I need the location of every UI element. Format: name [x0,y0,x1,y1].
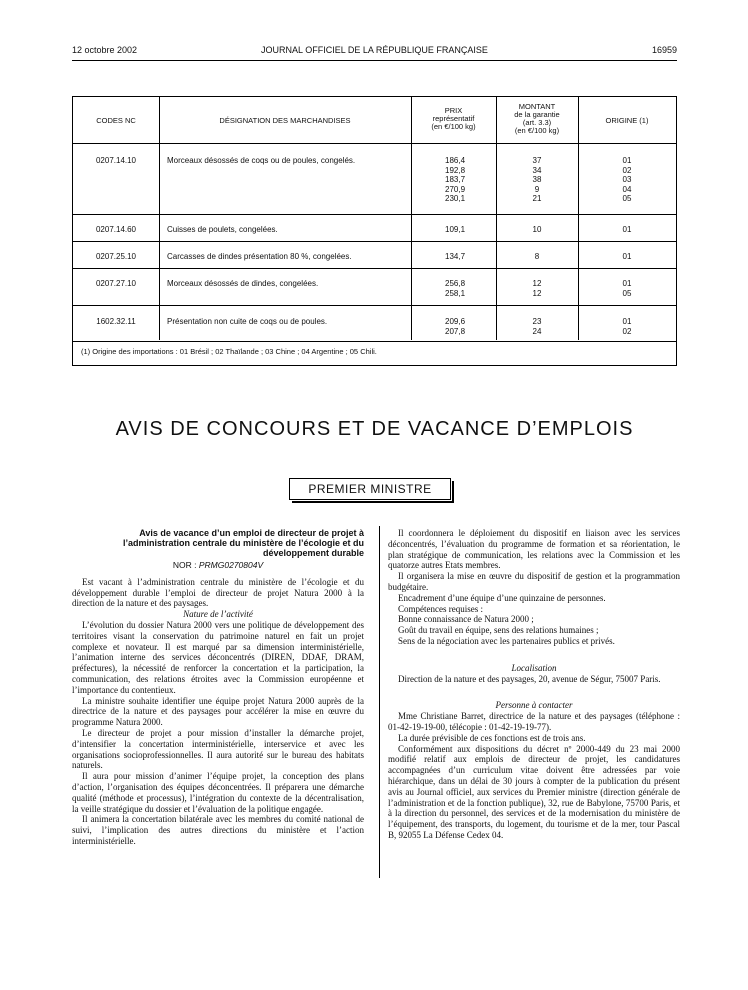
paragraph: Conformément aux dispositions du décret nº 2000-449 du 23 mai 2000 modifié relatif aux emplois de directeur de projet, les candidatures accompagnées d’un curriculum vitae doivent être adressées par voie hiérarchique, dans un délai de 30 jours à compter de la publication du présent avis au Journal officiel, aux services du Premier ministre (direction générale de l’administration et de la fonction publique), 32, rue de Babylone, 75700 Paris, et à la direction du personnel, des services et de la modernisation du ministère de l’équipement, des transports, du logement, du tourisme et de la mer, tour Pascal B, 92055 La Défense Cedex 04. [388,743,680,840]
row-origine: 01 [622,225,632,234]
paragraph: Il coordonnera le déploiement du dispositif en liaison avec les services déconcentrés, l’évaluation du programme de formation et sa réorientation, le plan stratégique de communication, les relations avec la Commission et les quatorze autres Etats membres. [388,528,680,571]
header-origine: ORIGINE (1) [605,116,649,125]
section-heading: Personne à contacter [495,700,573,711]
column-divider [411,97,412,340]
paragraph: Sens de la négociation avec les partenaires publics et privés. [398,635,615,646]
header-montant: MONTANT de la garantie (art. 3.3) (en €/100 kg) [514,102,560,135]
row-prix: 256,8 258,1 [445,279,466,298]
paragraph: Encadrement d’une équipe d’une quinzaine de personnes. [398,592,606,603]
row-divider [73,305,676,306]
page-header [72,45,677,59]
row-designation: Présentation non cuite de coqs ou de poules. [167,317,328,326]
column-divider [379,526,380,878]
row-designation: Cuisses de poulets, congelées. [167,225,278,234]
row-montant: 12 12 [532,279,542,298]
row-designation: Morceaux désossés de dindes, congelées. [167,279,319,288]
row-divider [73,341,676,342]
row-divider [73,214,676,215]
paragraph: Il organisera la mise en œuvre du dispositif de gestion et la programmation budgétaire. [388,571,680,592]
journal-title: JOURNAL OFFICIEL DE LA RÉPUBLIQUE FRANÇAISE [261,45,488,55]
paragraph: Il aura pour mission d’animer l’équipe projet, la conception des plans d’action, l’organisation des équipes déconcentrées. Il préparera une démarche qualité (méthode et processus), l’intégration du contexte de la décentralisation, la veille stratégique du dossier et l’évaluation de la politique engagée. [72,771,364,814]
page-number: 16959 [651,45,677,55]
notice-left-column [72,528,364,847]
column-divider [159,97,160,340]
notice-title: Avis de vacance d’un emploi de directeur de projet à l’administration centrale du ministère de l’écologie et du développement durable [122,528,364,558]
page-title: AVIS DE CONCOURS ET DE VACANCE D’EMPLOIS [115,418,634,440]
row-designation: Morceaux désossés de coqs ou de poules, congelés. [167,156,356,165]
paragraph: Compétences requises : [398,603,483,614]
row-origine: 01 02 03 04 05 [622,156,632,203]
row-code: 0207.27.10 [95,279,137,288]
row-code: 0207.14.10 [95,156,137,165]
row-origine: 01 05 [622,279,632,298]
row-divider [73,143,676,144]
section-heading: Localisation [511,662,557,673]
table-footnote: (1) Origine des importations : 01 Brésil ; 02 Thaïlande ; 03 Chine ; 04 Argentine ; 05 Chili. [81,347,377,356]
row-prix: 209,6 207,8 [445,317,466,336]
row-origine: 01 02 [622,317,632,336]
paragraph: Il animera la concertation bilatérale avec les membres du comité national de suivi, l’implication des autres directions du ministère et l’action interministérielle. [72,814,364,846]
row-origine: 01 [622,252,632,261]
row-montant: 23 24 [532,317,542,336]
prices-table [72,96,677,366]
section-heading: Nature de l’activité [183,609,253,620]
section-box: PREMIER MINISTRE [289,478,451,500]
paragraph: Le directeur de projet a pour mission d’installer la démarche projet, d’intensifier la concertation interministérielle, interservice et avec les organisations socioprofessionnelles. Il aura autorité sur le bureau des habitats naturels. [72,727,364,771]
row-montant: 37 34 38 9 21 [532,156,542,203]
nor-reference: NOR : PRMG0270804V [172,560,264,570]
row-prix: 186,4 192,8 183,7 270,9 230,1 [445,156,466,203]
column-divider [578,97,579,340]
header-prix: PRIX représentatif (en €/100 kg) [431,106,476,131]
header-designation: DÉSIGNATION DES MARCHANDISES [219,116,351,125]
paragraph: Mme Christiane Barret, directrice de la nature et des paysages (téléphone : 01-42-19-19-00, télécopie : 01-42-19-19-77). [388,711,680,732]
row-montant: 8 [534,252,540,261]
paragraph: Bonne connaissance de Natura 2000 ; [398,614,534,625]
row-code: 0207.14.60 [95,225,137,234]
paragraph: L’évolution du dossier Natura 2000 vers une politique de développement des territoires visant la conservation du patrimoine naturel en fait un projet complexe et novateur. Il est marqué par sa dimension interministérielle, l’animation interne des services déconcentrés (DIREN, DDAF, DRAM, préfectures), la nécessité de renforcer la concertation et la participation, la communication, des relations étroites avec la Commission européenne et l’importance du contentieux. [72,619,364,695]
issue-date: 12 octobre 2002 [72,45,138,55]
row-code: 0207.25.10 [95,252,137,261]
header-rule [72,60,677,61]
row-divider [73,241,676,242]
paragraph: Goût du travail en équipe, sens des relations humaines ; [398,625,599,636]
header-codes: CODES NC [96,116,136,125]
paragraph: La ministre souhaite identifier une équipe projet Natura 2000 auprès de la directrice de la nature et des paysages pour accélérer la mise en œuvre du programme Natura 2000. [72,695,364,728]
row-code: 1602.32.11 [96,317,136,326]
row-montant: 10 [532,225,542,234]
row-divider [73,268,676,269]
paragraph: Direction de la nature et des paysages, 20, avenue de Ségur, 75007 Paris. [398,673,661,684]
row-prix: 109,1 [445,225,466,234]
row-designation: Carcasses de dindes présentation 80 %, congelées. [167,252,352,261]
row-prix: 134,7 [445,252,466,261]
paragraph: La durée prévisible de ces fonctions est de trois ans. [398,732,586,743]
notice-intro: Est vacant à l’administration centrale du ministère de l’écologie et du développement durable l’emploi de directeur de projet Natura 2000 à la direction de la nature et des paysages. [72,576,364,609]
notice-right-column [388,528,680,841]
